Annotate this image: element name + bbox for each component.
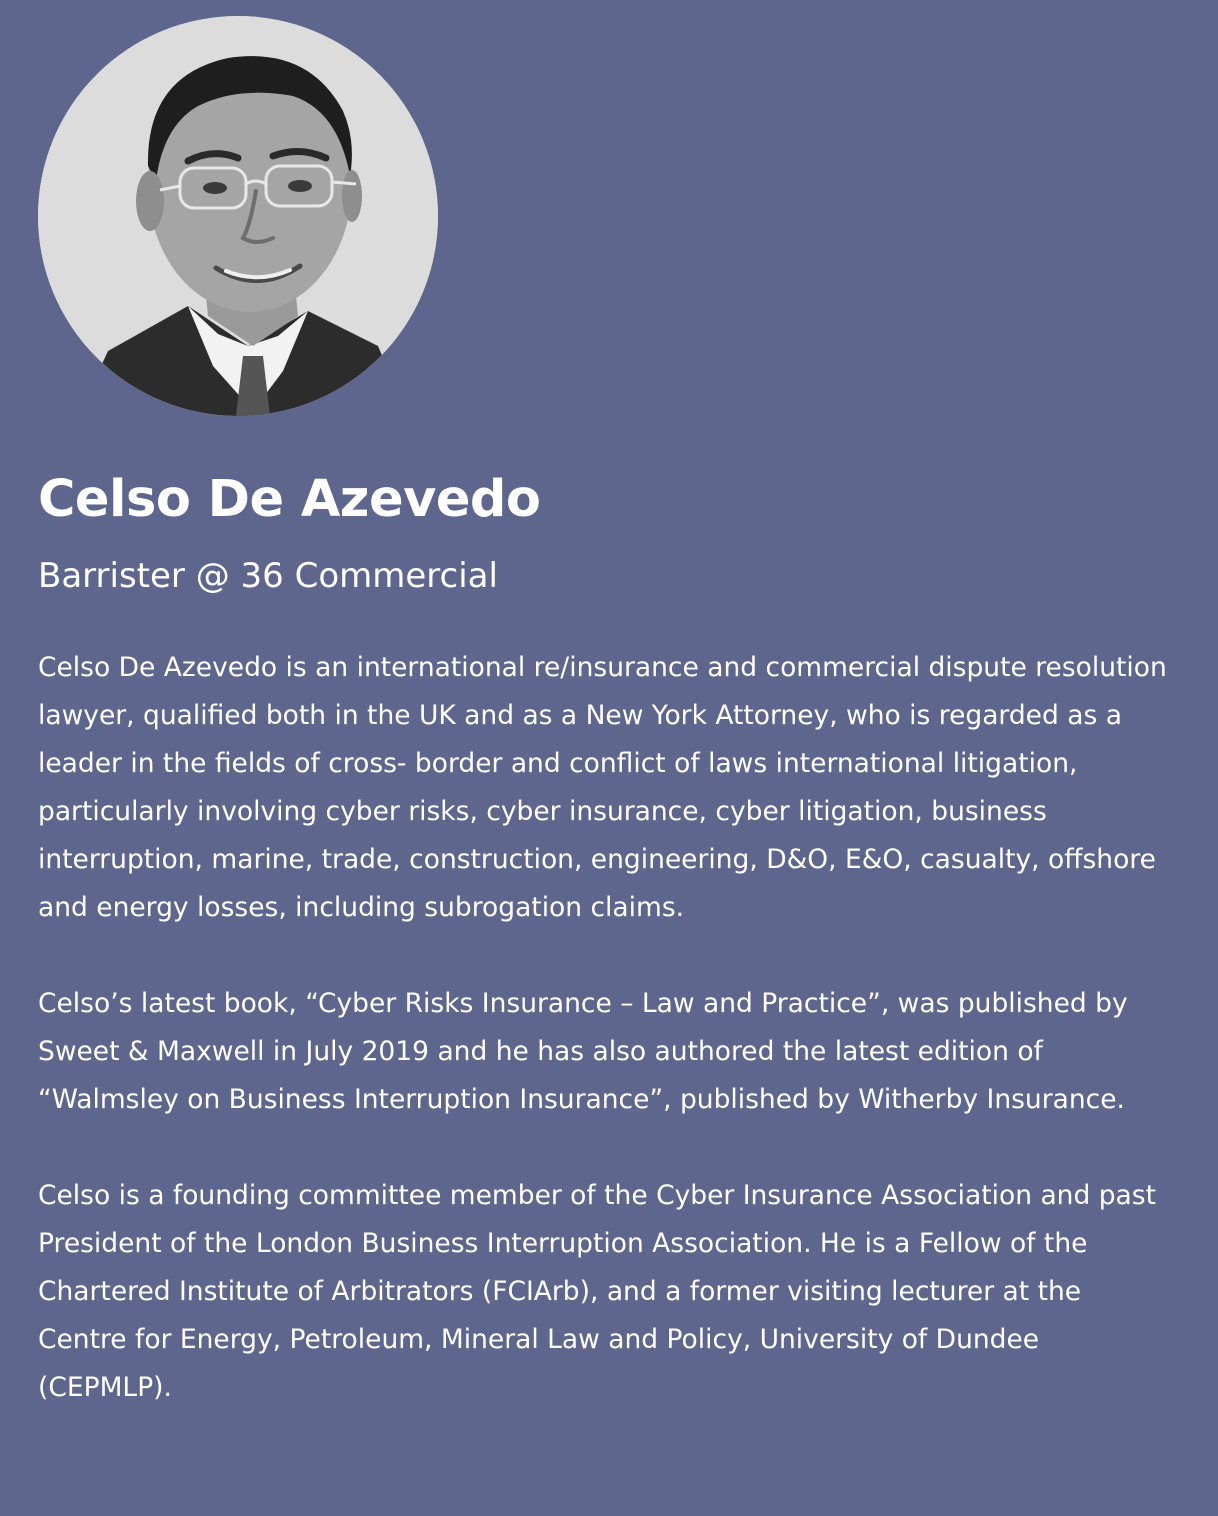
speaker-bio <box>38 644 1178 1460</box>
speaker-role: Barrister @ 36 Commercial <box>38 556 498 596</box>
avatar <box>38 16 438 416</box>
portrait-image <box>38 16 438 416</box>
speaker-name: Celso De Azevedo <box>38 470 541 529</box>
bio-paragraph: Celso is a founding committee member of the Cyber Insurance Association and past President of the London Business Interruption Association. He is a Fellow of the Chartered Institute of Arbitrators (FCIArb), and a former visiting lecturer at the Centre for Energy, Petroleum, Mineral Law and Policy, University of Dundee (CEPMLP). <box>38 1180 1156 1403</box>
bio-paragraph: Celso’s latest book, “Cyber Risks Insurance – Law and Practice”, was published by Sweet & Maxwell in July 2019 and he has also authored the latest edition of “Walmsley on Business Interruption Insurance”, published by Witherby Insurance. <box>38 988 1128 1115</box>
bio-paragraph: Celso De Azevedo is an international re/insurance and commercial dispute resolution lawyer, qualified both in the UK and as a New York Attorney, who is regarded as a leader in the fields of cross- border and conflict of laws international litigation, particularly involving cyber risks, cyber insurance, cyber litigation, business interruption, marine, trade, construction, engineering, D&O, E&O, casualty, offshore and energy losses, including subrogation claims. <box>38 652 1167 923</box>
